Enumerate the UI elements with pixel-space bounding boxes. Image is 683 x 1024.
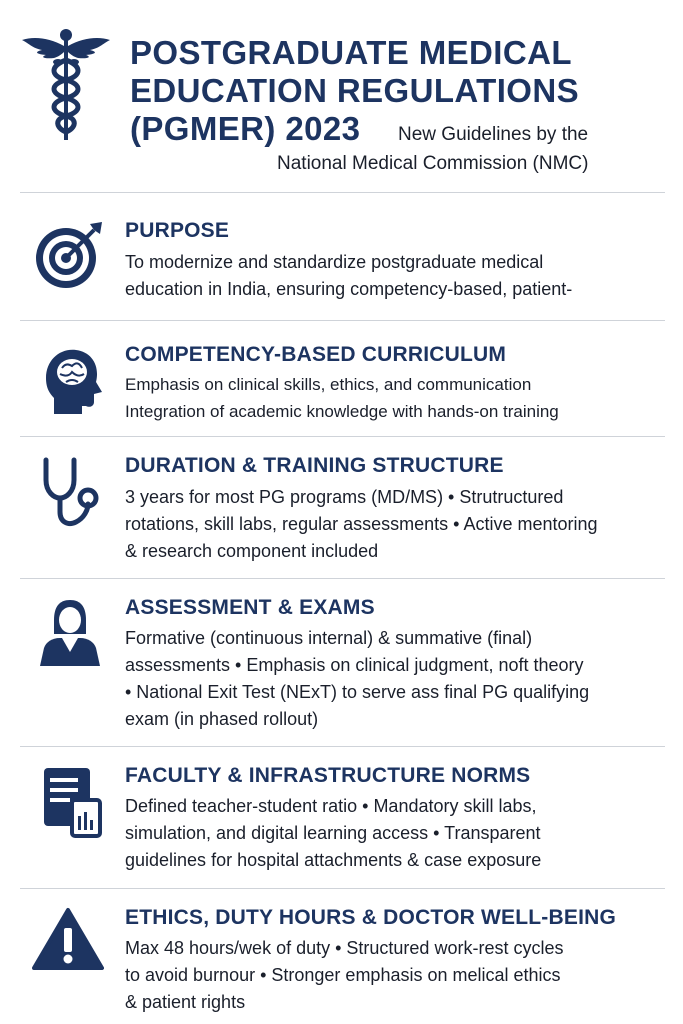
section-body xyxy=(125,625,673,733)
section-title: COMPETENCY-BASED CURRICULUM xyxy=(125,343,507,366)
body-line: • National Exit Test (NExT) to serve ass final PG qualifying xyxy=(125,682,590,702)
stethoscope-icon xyxy=(32,456,104,528)
documents-icon xyxy=(32,766,104,838)
body-line: exam (in phased rollout) xyxy=(125,709,319,729)
section-title: PURPOSE xyxy=(125,219,230,242)
section-title: ASSESSMENT & EXAMS xyxy=(125,596,375,619)
body-line: Emphasis on clinical skills, ethics, and communication xyxy=(125,375,532,394)
section-body xyxy=(125,484,673,565)
target-icon xyxy=(32,220,104,292)
section-title: FACULTY & INFRASTRUCTURE NORMS xyxy=(125,764,531,787)
section-body xyxy=(125,935,673,1016)
body-line: To modernize and standardize postgraduate medical xyxy=(125,252,544,272)
body-line: education in India, ensuring competency-based, patient- xyxy=(125,279,573,299)
section-assessment xyxy=(0,578,683,746)
caduceus-icon xyxy=(20,26,112,144)
body-line: & research component included xyxy=(125,541,379,561)
body-line: assessments • Emphasis on clinical judgment, noft theory xyxy=(125,655,584,675)
title-line: POSTGRADUATE MEDICAL xyxy=(130,34,572,71)
header xyxy=(0,0,683,192)
brain-head-icon xyxy=(32,342,104,414)
body-line: & patient rights xyxy=(125,992,246,1012)
doctor-icon xyxy=(32,596,104,668)
body-line: guidelines for hospital attachments & case exposure xyxy=(125,850,542,870)
section-title: ETHICS, DUTY HOURS & DOCTOR WELL-BEING xyxy=(125,906,616,929)
body-line: Defined teacher-student ratio • Mandatory skill labs, xyxy=(125,796,537,816)
subtitle: National Medical Commission (NMC) xyxy=(277,153,589,174)
body-line: 3 years for most PG programs (MD/MS) • Strutructured xyxy=(125,487,564,507)
title-line: EDUCATION REGULATIONS xyxy=(130,72,580,109)
body-line: to avoid burnour • Stronger emphasis on melical ethics xyxy=(125,965,561,985)
section-purpose xyxy=(0,192,683,320)
section-duration xyxy=(0,436,683,578)
section-title: DURATION & TRAINING STRUCTURE xyxy=(125,454,504,477)
section-body xyxy=(125,793,673,874)
title-line: (PGMER) 2023 xyxy=(130,110,361,147)
body-line: Max 48 hours/wek of duty • Structured work-rest cycles xyxy=(125,938,564,958)
body-line: Formative (continuous internal) & summative (final) xyxy=(125,628,533,648)
subtitle: New Guidelines by the xyxy=(398,124,589,145)
section-body xyxy=(125,371,673,425)
section-body xyxy=(125,249,673,303)
section-faculty xyxy=(0,746,683,888)
warning-icon xyxy=(32,906,104,978)
section-competency xyxy=(0,320,683,436)
body-line: Integration of academic knowledge with hands-on training xyxy=(125,402,559,421)
body-line: simulation, and digital learning access • Transparent xyxy=(125,823,541,843)
section-ethics xyxy=(0,888,683,1024)
body-line: rotations, skill labs, regular assessments • Active mentoring xyxy=(125,514,598,534)
